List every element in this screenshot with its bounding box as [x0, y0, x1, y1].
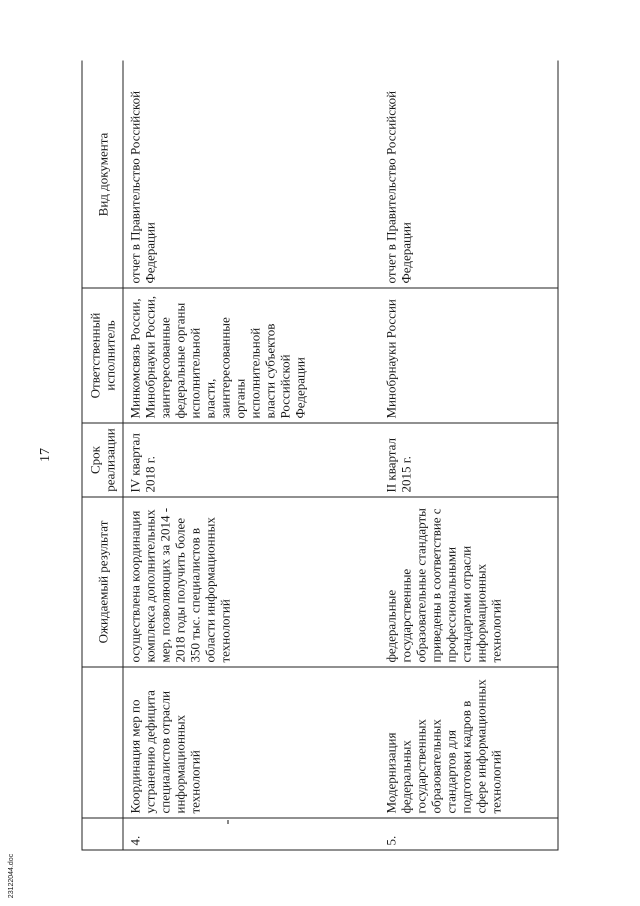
page-number: 17 [38, 448, 53, 462]
header-document-type: Вид документа [95, 132, 110, 216]
row-5-document: отчет в Правительство Российской Федерации [383, 90, 414, 283]
row-5-number: 5. [383, 835, 399, 845]
row-5-result: федеральные государственные образовательные стандарты приведены в соответствие с профессиональными стандартами отрасли информационных технологий [383, 507, 504, 662]
header-deadline: Срок реализации [87, 427, 118, 492]
row-4-document: отчет в Правительство Российской Федерации [127, 90, 158, 283]
row-4-result: осуществлена координация комплекса дополнительных мер, позволяющих за 2014 - 2018 годы получить более 350 тыс. специалистов в области информационных технологий [127, 507, 233, 662]
row-5-deadline: II квартал 2015 г. [383, 437, 414, 492]
header-expected-result: Ожидаемый результат [95, 520, 110, 643]
row-5-responsible: Минобрнауки России [383, 298, 399, 418]
table-bottom-rule [558, 60, 559, 850]
header-responsible: Ответственный исполнитель [87, 312, 118, 398]
header-bottom-rule [123, 60, 124, 850]
row-5-measure: Модернизация федеральных государственных образовательных стандартов для подготовки кадров в сфере информационных технологий [383, 678, 504, 813]
footer-file-code: 23122044.doc [8, 853, 15, 899]
plan-table [82, 60, 559, 850]
row-4-deadline: IV квартал 2018 г. [127, 432, 158, 492]
row-4-responsible: Минкомсвязь России, Минобрнауки России, заинтересованные федеральные органы исполнительной власти, заинтересованные органы исполнительной власти субъектов Российской Федерации [127, 295, 308, 418]
scan-mark [227, 820, 229, 824]
row-4-number: 4. [127, 835, 143, 845]
row-4-measure: Координация мер по устранению дефицита специалистов отрасли информационных технологий [127, 689, 203, 813]
